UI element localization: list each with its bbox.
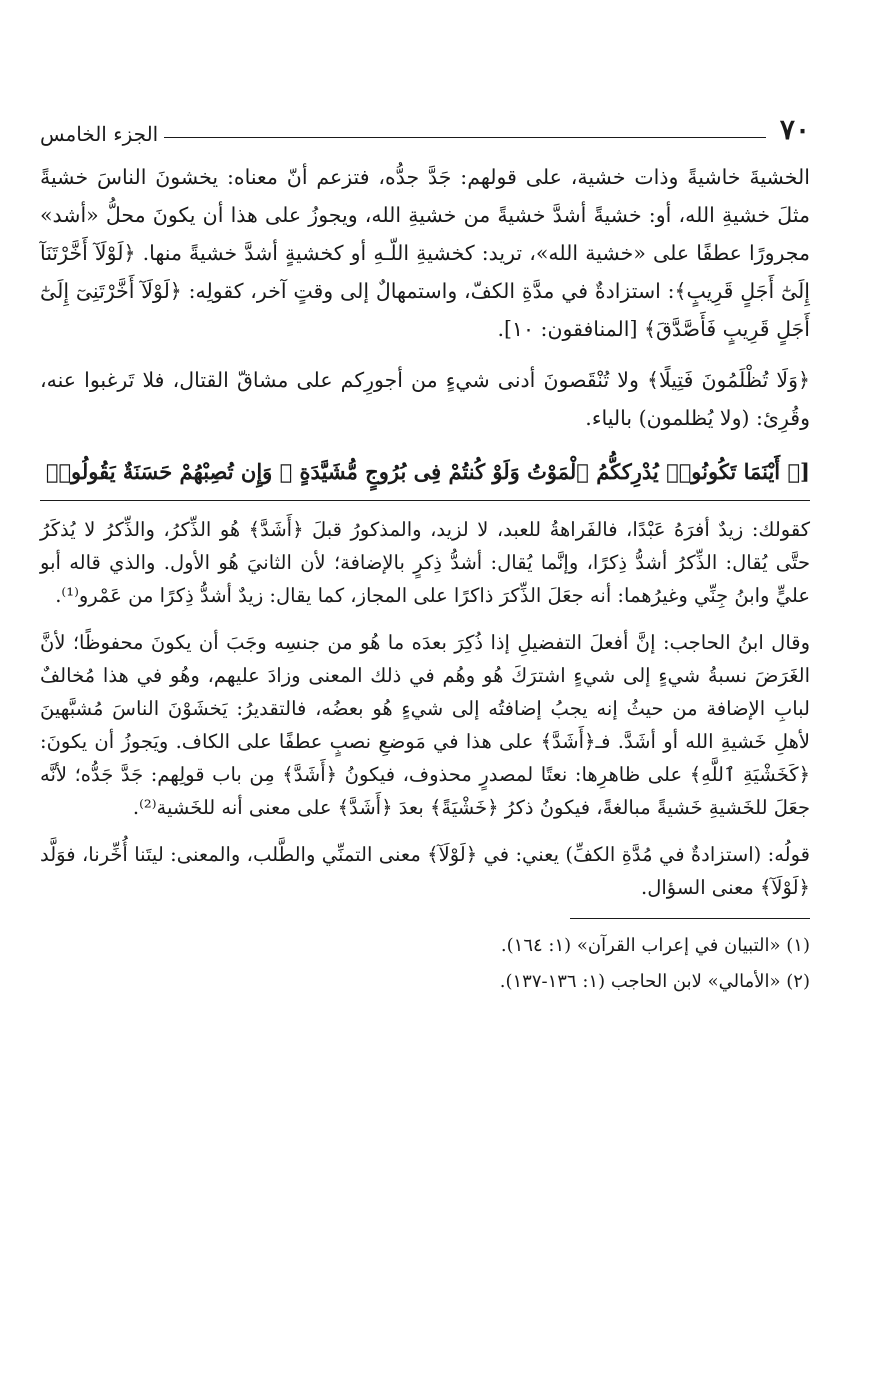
footnote-divider: [570, 918, 810, 919]
main-text: [40, 158, 810, 494]
footnotes: [40, 931, 810, 997]
book-page: [40, 96, 810, 1003]
commentary-paragraph: قولُه: (استزادةٌ في مُدَّةِ الكفِّ) يعني: في ﴿لَوْلَآ﴾ معنى التمنِّي والطَّلب، والمعنى: ليتَنا أُخِّرنا، فوَلَّد ﴿لَوْلَآ﴾ معنى السؤال.: [40, 843, 810, 899]
main-paragraph: ﴿وَلَا تُظْلَمُونَ فَتِيلًا﴾ ولا تُنْقَصونَ أدنى شيءٍ من أجورِكم على مشاقّ القتال، فلا تَرغبوا عنه، وقُرِئ: (ولا يُظلمون) بالياء.: [40, 368, 810, 430]
header-rule: [164, 137, 766, 138]
commentary-paragraph: وقال ابنُ الحاجب: إنَّ أفعلَ التفضيلِ إذا ذُكِرَ بعدَه ما هُو من جنسِه وجَبَ أن يكونَ محفوظًا؛ لأنَّ الغَرَضَ نسبةُ شيءٍ إلى شيءٍ اشترَكَ هُو وهُم في ذلك المعنى وزادَ عليهم، وهُو في هذا مُخالفٌ لبابِ الإضافة من حيثُ إنه يجبُ إضافتُه إلى شيءٍ هُو بعضُه، فالتقديرُ: يَخشَوْنَ الناسَ مُشبَّهينَ لأهلِ خَشيةِ الله أو أشَدَّ. فـ﴿أَشَدَّ﴾ على هذا في مَوضعِ نصبٍ عطفًا على الكاف. ويَجوزُ أن يكونَ: ﴿كَخَشْيَةِ ٱللَّهِ﴾ على ظاهرِها: نعتًا لمصدرٍ محذوف، فيكونُ ﴿أَشَدَّ﴾ مِن باب قولِهم: جَدَّ جَدُّه؛ لأنَّه جعَلَ للخَشيةِ خَشيةً مبالغةً، فيكونُ ذكرُ ﴿خَشْيَةً﴾ بعدَ ﴿أَشَدَّ﴾ على معنى أنه للخَشية⁽²⁾.: [40, 631, 810, 819]
footnote: (٢) «الأمالي» لابن الحاجب (١: ١٣٦-١٣٧).: [499, 971, 810, 992]
commentary-divider: [40, 500, 810, 501]
running-title: الجزء الخامس: [40, 122, 159, 146]
footnote: (١) «التبيان في إعراب القرآن» (١: ١٦٤).: [500, 935, 810, 956]
verse-band: [﴿ أَيْنَمَا تَكُونُوا۟ يُدْرِككُّمُ ٱلْمَوْتُ وَلَوْ كُنتُمْ فِى بُرُوجٍ مُّشَيَّدَةٍ ۗ وَإِن تُصِبْهُمْ حَسَنَةٌ يَقُولُوا۟: [45, 459, 810, 484]
page-number: ٧٠: [779, 113, 810, 146]
commentary-text: [40, 513, 810, 904]
commentary-paragraph: كقولك: زيدٌ أفرَهُ عَبْدًا، فالفَراهةُ للعبد، لا لزيد، والمذكورُ قبلَ ﴿أَشَدَّ﴾ هُو الذِّكرُ، والذِّكرُ لا يُذكَرُ حتَّى يُقال: الذِّكرُ أشدُّ ذِكرًا، وإنَّما يُقال: أشدُّ ذِكرٍ بالإضافة؛ لأن الثانيَ هُو الأول. والذي قاله أبو عليٍّ وابنُ جِنِّي وغيرُهما: أنه جعَلَ الذِّكرَ ذاكرًا على المجاز، كما يقال: زيدٌ أشدُّ ذِكرًا من عَمْرو⁽¹⁾.: [40, 518, 810, 607]
main-paragraph: الخشيةَ خاشيةً وذات خشية، على قولهم: جَدَّ جدُّه، فتزعم أنّ معناه: يخشونَ الناسَ خشيةً مثلَ خشيةِ الله، أو: خشيةً أشدَّ خشيةً من خشيةِ الله، ويجوزُ على هذا أن يكونَ محلُّ «أشد» مجرورًا عطفًا على «خشية الله»، تريد: كخشيةِ اللّـهِ أو كخشيةٍ أشدَّ خشيةً منها. ﴿لَوْلَآ أَخَّرْتَنَآ إِلَىٰٓ أَجَلٍ قَرِيبٍ﴾: استزادةٌ في مدَّةِ الكفّ، واستمهالٌ إلى وقتٍ آخر، كقولِه: ﴿لَوْلَآ أَخَّرْتَنِىٓ إِلَىٰٓ أَجَلٍ قَرِيبٍ فَأَصَّدَّقَ﴾ [المنافقون: ١٠].: [40, 165, 810, 341]
page-header: [40, 96, 810, 144]
